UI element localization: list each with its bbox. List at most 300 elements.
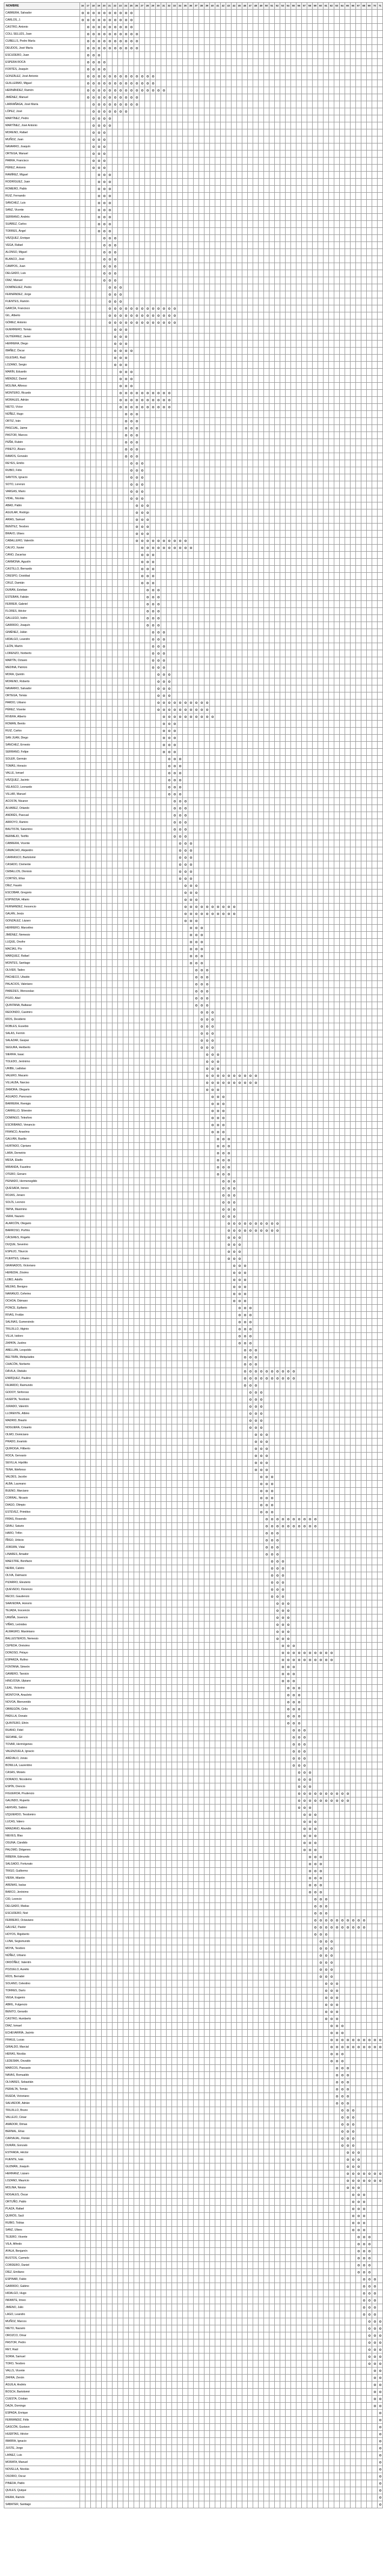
grid-cell: [183, 263, 188, 270]
grid-cell: [80, 193, 85, 200]
grid-cell: [80, 369, 85, 376]
grid-cell: [161, 312, 167, 319]
grid-cell: [188, 369, 194, 376]
grid-cell: [172, 390, 177, 397]
grid-cell: [123, 355, 129, 362]
grid-cell: [177, 531, 183, 538]
grid-cell: [194, 291, 199, 298]
grid-cell: [177, 143, 183, 151]
grid-cell: [156, 481, 161, 488]
column-header: 50: [264, 3, 269, 10]
grid-cell: [367, 425, 372, 432]
grid-cell: [96, 474, 102, 481]
grid-cell: [118, 179, 123, 186]
grid-cell: [323, 425, 329, 432]
grid-cell: [134, 312, 140, 319]
grid-cell: [167, 495, 172, 502]
grid-cell: [313, 467, 318, 474]
grid-cell: [134, 460, 140, 467]
grid-cell: [167, 524, 172, 531]
grid-cell: [107, 474, 113, 481]
row-name: RAMÍREZ, Miguel: [4, 172, 80, 179]
grid-cell: [210, 509, 215, 516]
grid-cell: [123, 52, 129, 59]
grid-cell: [129, 481, 134, 488]
grid-cell: [161, 531, 167, 538]
grid-cell: [242, 383, 248, 390]
row-name: MARTÍNEZ, Pedro: [4, 115, 80, 122]
grid-cell: [345, 277, 351, 284]
grid-cell: [291, 495, 296, 502]
grid-cell: [107, 256, 113, 263]
grid-cell: [129, 108, 134, 115]
grid-cell: [286, 319, 291, 326]
grid-cell: [150, 87, 156, 94]
grid-cell: [210, 453, 215, 460]
grid-cell: [242, 200, 248, 207]
grid-cell: [307, 439, 313, 446]
grid-cell: [232, 552, 237, 559]
grid-cell: [107, 165, 113, 172]
grid-cell: [334, 151, 340, 158]
grid-cell: [204, 207, 210, 214]
grid-cell: [275, 17, 280, 24]
grid-cell: [323, 397, 329, 404]
grid-cell: [188, 312, 194, 319]
grid-cell: [269, 355, 275, 362]
grid-cell: [302, 94, 307, 101]
grid-cell: [345, 509, 351, 516]
grid-cell: [275, 228, 280, 235]
attendance-mark-icon: [152, 399, 154, 401]
grid-cell: [134, 355, 140, 362]
attendance-mark-icon: [98, 153, 100, 155]
grid-cell: [307, 17, 313, 24]
grid-cell: [302, 467, 307, 474]
grid-cell: [188, 256, 194, 263]
grid-cell: [318, 73, 323, 80]
grid-cell: [188, 87, 194, 94]
grid-cell: [161, 94, 167, 101]
grid-cell: [210, 348, 215, 355]
grid-cell: [226, 334, 232, 341]
grid-cell: [91, 284, 96, 291]
grid-cell: [356, 312, 361, 319]
grid-cell: [329, 362, 334, 369]
grid-cell: [291, 207, 296, 214]
grid-cell: [85, 383, 91, 390]
grid-cell: [150, 481, 156, 488]
grid-cell: [237, 411, 242, 418]
row-name: NAVARRO, Joaquín: [4, 143, 80, 151]
grid-cell: [329, 122, 334, 129]
grid-cell: [85, 172, 91, 179]
grid-cell: [318, 453, 323, 460]
grid-cell: [253, 488, 259, 495]
grid-cell: [334, 115, 340, 122]
grid-cell: [172, 545, 177, 552]
attendance-mark-icon: [98, 195, 100, 197]
grid-cell: [188, 446, 194, 453]
attendance-mark-icon: [120, 336, 122, 338]
row-name: PÉREZ, Antonio: [4, 165, 80, 172]
grid-cell: [129, 411, 134, 418]
grid-cell: [237, 221, 242, 228]
grid-cell: [361, 115, 367, 122]
grid-cell: [150, 467, 156, 474]
attendance-mark-icon: [125, 406, 127, 408]
grid-cell: [150, 242, 156, 249]
grid-cell: [161, 52, 167, 59]
grid-cell: [204, 552, 210, 559]
grid-cell: [232, 73, 237, 80]
grid-cell: [80, 474, 85, 481]
grid-cell: [221, 453, 226, 460]
grid-cell: [242, 425, 248, 432]
grid-cell: [161, 214, 167, 221]
grid-cell: [351, 284, 356, 291]
grid-cell: [323, 418, 329, 425]
grid-cell: [80, 334, 85, 341]
grid-cell: [269, 495, 275, 502]
grid-cell: [264, 80, 269, 87]
grid-cell: [177, 31, 183, 38]
grid-cell: [204, 80, 210, 87]
grid-cell: [226, 179, 232, 186]
grid-cell: [102, 256, 107, 263]
attendance-mark-icon: [98, 209, 100, 211]
grid-cell: [356, 52, 361, 59]
grid-cell: [296, 425, 302, 432]
row-name: ABAD, Pablo: [4, 502, 80, 509]
attendance-mark-icon: [147, 505, 149, 507]
grid-cell: [129, 94, 134, 101]
grid-cell: [204, 270, 210, 277]
grid-cell: [123, 474, 129, 481]
grid-cell: [183, 143, 188, 151]
grid-cell: [345, 87, 351, 94]
grid-cell: [177, 214, 183, 221]
grid-cell: [248, 200, 253, 207]
grid-cell: [291, 10, 296, 17]
grid-cell: [313, 495, 318, 502]
grid-cell: [96, 256, 102, 263]
grid-cell: [199, 538, 204, 545]
grid-cell: [259, 38, 264, 45]
grid-cell: [194, 31, 199, 38]
attendance-mark-icon: [152, 315, 154, 317]
grid-cell: [215, 425, 221, 432]
grid-cell: [102, 460, 107, 467]
grid-cell: [275, 221, 280, 228]
attendance-mark-icon: [103, 33, 105, 35]
grid-cell: [118, 221, 123, 228]
grid-cell: [85, 516, 91, 524]
grid-cell: [161, 383, 167, 390]
grid-cell: [156, 151, 161, 158]
grid-cell: [280, 143, 286, 151]
grid-cell: [221, 545, 226, 552]
table-row: [4, 129, 383, 136]
grid-cell: [140, 390, 145, 397]
grid-cell: [242, 411, 248, 418]
grid-cell: [129, 552, 134, 559]
grid-cell: [96, 545, 102, 552]
grid-cell: [91, 38, 96, 45]
table-row: [4, 80, 383, 87]
grid-cell: [269, 38, 275, 45]
grid-cell: [140, 136, 145, 143]
table-row: [4, 136, 383, 143]
grid-cell: [367, 334, 372, 341]
grid-cell: [296, 193, 302, 200]
grid-cell: [129, 369, 134, 376]
grid-cell: [351, 481, 356, 488]
attendance-mark-icon: [120, 406, 122, 408]
grid-cell: [232, 151, 237, 158]
row-name: BENÍTEZ, Teodoro: [4, 524, 80, 531]
grid-cell: [367, 531, 372, 538]
grid-cell: [226, 312, 232, 319]
grid-cell: [313, 214, 318, 221]
attendance-mark-icon: [109, 75, 111, 77]
grid-cell: [177, 24, 183, 31]
grid-cell: [107, 538, 113, 545]
grid-cell: [204, 45, 210, 52]
grid-cell: [372, 362, 378, 369]
grid-cell: [221, 242, 226, 249]
grid-cell: [356, 355, 361, 362]
attendance-mark-icon: [120, 385, 122, 387]
grid-cell: [307, 94, 313, 101]
grid-cell: [150, 474, 156, 481]
grid-cell: [296, 348, 302, 355]
grid-cell: [296, 249, 302, 256]
grid-cell: [259, 509, 264, 516]
grid-cell: [145, 284, 150, 291]
grid-cell: [345, 172, 351, 179]
grid-cell: [107, 221, 113, 228]
grid-cell: [80, 516, 85, 524]
grid-cell: [334, 404, 340, 411]
grid-cell: [259, 108, 264, 115]
grid-cell: [221, 136, 226, 143]
grid-cell: [345, 263, 351, 270]
grid-cell: [167, 312, 172, 319]
grid-cell: [242, 488, 248, 495]
grid-cell: [161, 242, 167, 249]
grid-cell: [167, 298, 172, 305]
grid-cell: [345, 242, 351, 249]
grid-cell: [334, 474, 340, 481]
grid-cell: [226, 122, 232, 129]
grid-cell: [302, 186, 307, 193]
grid-cell: [232, 277, 237, 284]
attendance-mark-icon: [93, 61, 95, 63]
attendance-mark-icon: [114, 308, 116, 310]
grid-cell: [378, 122, 383, 129]
grid-cell: [361, 179, 367, 186]
grid-cell: [161, 319, 167, 326]
grid-cell: [248, 411, 253, 418]
grid-cell: [167, 376, 172, 383]
grid-cell: [150, 122, 156, 129]
grid-cell: [378, 467, 383, 474]
grid-cell: [215, 341, 221, 348]
grid-cell: [313, 348, 318, 355]
grid-cell: [134, 531, 140, 538]
grid-cell: [210, 524, 215, 531]
grid-cell: [134, 10, 140, 17]
grid-cell: [150, 397, 156, 404]
grid-cell: [226, 242, 232, 249]
grid-cell: [372, 221, 378, 228]
grid-cell: [80, 235, 85, 242]
grid-cell: [167, 326, 172, 334]
attendance-mark-icon: [130, 12, 133, 14]
grid-cell: [215, 411, 221, 418]
attendance-mark-icon: [125, 448, 127, 450]
grid-cell: [172, 319, 177, 326]
grid-cell: [221, 524, 226, 531]
grid-cell: [96, 24, 102, 31]
grid-cell: [291, 369, 296, 376]
grid-cell: [313, 376, 318, 383]
grid-cell: [242, 516, 248, 524]
grid-cell: [280, 165, 286, 172]
grid-cell: [329, 221, 334, 228]
grid-cell: [113, 165, 118, 172]
grid-cell: [150, 538, 156, 545]
grid-cell: [96, 214, 102, 221]
grid-cell: [102, 453, 107, 460]
grid-cell: [296, 122, 302, 129]
grid-cell: [172, 355, 177, 362]
grid-cell: [221, 552, 226, 559]
grid-cell: [269, 66, 275, 73]
grid-cell: [204, 228, 210, 235]
grid-cell: [296, 312, 302, 319]
grid-cell: [177, 488, 183, 495]
grid-cell: [199, 228, 204, 235]
grid-cell: [140, 235, 145, 242]
attendance-mark-icon: [93, 125, 95, 127]
grid-cell: [242, 38, 248, 45]
grid-cell: [259, 214, 264, 221]
grid-cell: [291, 376, 296, 383]
attendance-mark-icon: [103, 237, 105, 239]
grid-cell: [296, 165, 302, 172]
attendance-mark-icon: [103, 195, 105, 197]
row-name: NIETO, Víctor: [4, 404, 80, 411]
column-header: 70: [372, 3, 378, 10]
grid-cell: [313, 200, 318, 207]
grid-cell: [269, 341, 275, 348]
grid-cell: [102, 186, 107, 193]
grid-cell: [329, 531, 334, 538]
grid-cell: [340, 319, 345, 326]
grid-cell: [340, 158, 345, 165]
grid-cell: [351, 73, 356, 80]
grid-cell: [248, 136, 253, 143]
grid-cell: [323, 538, 329, 545]
grid-cell: [378, 158, 383, 165]
grid-cell: [221, 319, 226, 326]
grid-cell: [102, 59, 107, 66]
grid-cell: [334, 24, 340, 31]
attendance-mark-icon: [120, 19, 122, 21]
grid-cell: [334, 418, 340, 425]
grid-cell: [194, 73, 199, 80]
grid-cell: [210, 73, 215, 80]
row-name: RODRÍGUEZ, Juan: [4, 179, 80, 186]
grid-cell: [323, 249, 329, 256]
grid-cell: [280, 298, 286, 305]
grid-cell: [378, 172, 383, 179]
attendance-mark-icon: [125, 329, 127, 331]
grid-cell: [85, 158, 91, 165]
grid-cell: [351, 80, 356, 87]
grid-cell: [351, 108, 356, 115]
grid-cell: [91, 439, 96, 446]
grid-cell: [286, 418, 291, 425]
grid-cell: [291, 362, 296, 369]
grid-cell: [340, 66, 345, 73]
grid-cell: [269, 94, 275, 101]
grid-cell: [210, 214, 215, 221]
grid-cell: [323, 115, 329, 122]
grid-cell: [118, 390, 123, 397]
grid-cell: [356, 87, 361, 94]
grid-cell: [172, 228, 177, 235]
grid-cell: [80, 291, 85, 298]
grid-cell: [183, 474, 188, 481]
grid-cell: [172, 45, 177, 52]
grid-cell: [361, 52, 367, 59]
grid-cell: [286, 326, 291, 334]
attendance-mark-icon: [114, 272, 116, 274]
grid-cell: [253, 411, 259, 418]
grid-cell: [107, 17, 113, 24]
grid-cell: [313, 488, 318, 495]
grid-cell: [329, 334, 334, 341]
grid-cell: [280, 17, 286, 24]
grid-cell: [91, 369, 96, 376]
grid-cell: [161, 291, 167, 298]
grid-cell: [80, 341, 85, 348]
grid-cell: [242, 165, 248, 172]
grid-cell: [156, 108, 161, 115]
grid-cell: [172, 214, 177, 221]
grid-cell: [188, 10, 194, 17]
attendance-mark-icon: [98, 117, 100, 120]
grid-cell: [318, 129, 323, 136]
grid-cell: [296, 509, 302, 516]
grid-cell: [264, 87, 269, 94]
grid-cell: [172, 87, 177, 94]
grid-cell: [177, 249, 183, 256]
grid-cell: [356, 101, 361, 108]
grid-cell: [161, 418, 167, 425]
grid-cell: [188, 418, 194, 425]
grid-cell: [378, 200, 383, 207]
grid-cell: [242, 214, 248, 221]
grid-cell: [351, 235, 356, 242]
grid-cell: [188, 108, 194, 115]
grid-cell: [123, 390, 129, 397]
attendance-mark-icon: [152, 406, 154, 408]
grid-cell: [367, 383, 372, 390]
